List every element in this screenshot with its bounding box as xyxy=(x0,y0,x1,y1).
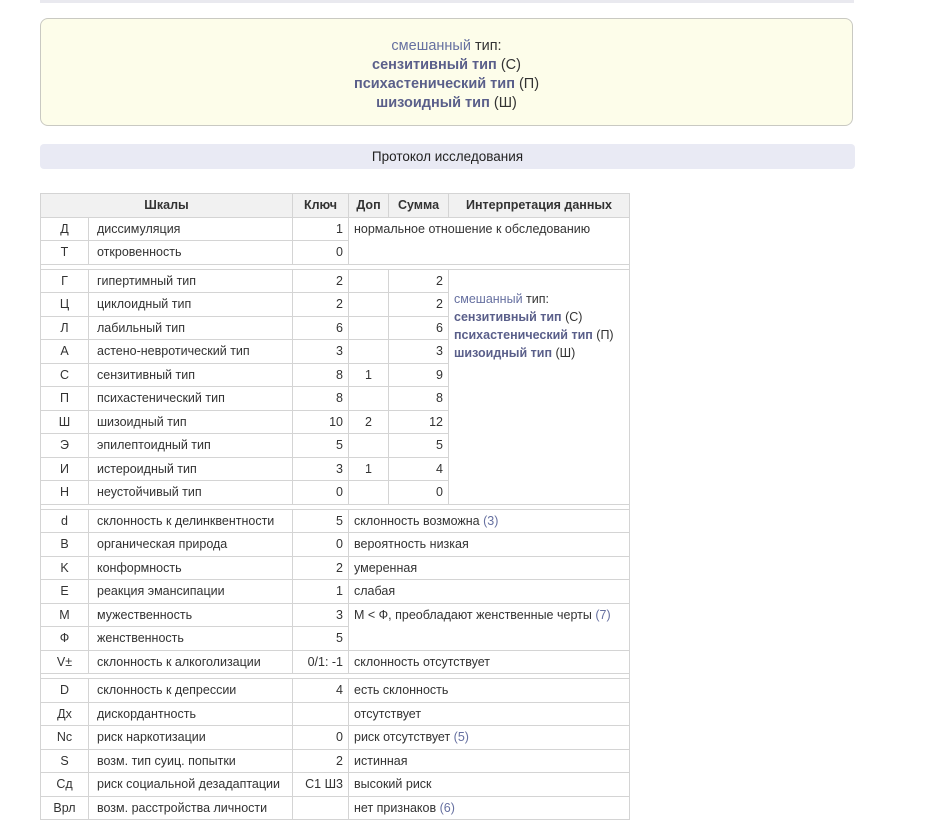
key-value: 5 xyxy=(293,627,349,651)
interpretation xyxy=(349,773,630,797)
scale-name: мужественность xyxy=(89,603,293,627)
sum-value: 2 xyxy=(389,293,449,317)
key-value xyxy=(293,796,349,820)
scale-name: циклоидный тип xyxy=(89,293,293,317)
add-value xyxy=(349,481,389,505)
scale-name: склонность к делинквентности xyxy=(89,509,293,533)
key-value: 0 xyxy=(293,726,349,750)
scale-code: Г xyxy=(41,269,89,293)
interpretation: склонность отсутствует xyxy=(349,650,630,674)
interpretation-text: отсутствует xyxy=(354,706,422,721)
interpretation-text: слабая xyxy=(354,584,396,599)
scale-code: Д xyxy=(41,217,89,241)
top-divider xyxy=(40,0,854,3)
scale-code: D xyxy=(41,679,89,703)
scale-name: гипертимный тип xyxy=(89,269,293,293)
table-row xyxy=(41,749,630,773)
interpretation-text: есть склонность xyxy=(354,683,449,698)
key-value: С1 Ш3 xyxy=(293,773,349,797)
interpretation-text: истинная xyxy=(354,753,408,768)
table-row xyxy=(41,702,630,726)
add-value xyxy=(349,340,389,364)
interpretation-text: нет признаков xyxy=(354,800,437,815)
table-row xyxy=(41,533,630,557)
scale-code: Т xyxy=(41,241,89,265)
key-value: 0/1: -1 xyxy=(293,650,349,674)
sum-value: 6 xyxy=(389,316,449,340)
type-code: (С) xyxy=(561,309,583,324)
scale-name: женственность xyxy=(89,627,293,651)
scale-code: Ц xyxy=(41,293,89,317)
table-row xyxy=(41,603,630,627)
key-value: 4 xyxy=(293,679,349,703)
interpretation-text: M < Ф, преобладают женственные черты xyxy=(354,607,592,622)
add-value xyxy=(349,269,389,293)
interpretation: нормальное отношение к обследованию xyxy=(349,217,630,264)
add-value xyxy=(349,434,389,458)
scale-code: И xyxy=(41,457,89,481)
interpretation xyxy=(349,509,630,533)
mixed-type-link[interactable]: смешанный xyxy=(454,291,523,306)
scale-code: Э xyxy=(41,434,89,458)
key-value: 8 xyxy=(293,387,349,411)
scale-code: Сд xyxy=(41,773,89,797)
table-row xyxy=(41,556,630,580)
scale-name: диссимуляция xyxy=(89,217,293,241)
header-add: Доп xyxy=(349,194,389,218)
sum-value: 5 xyxy=(389,434,449,458)
sum-value: 4 xyxy=(389,457,449,481)
key-value: 0 xyxy=(293,533,349,557)
scale-name: неустойчивый тип xyxy=(89,481,293,505)
interpretation-text: умеренная xyxy=(354,560,418,575)
mixed-type-suffix: тип: xyxy=(470,38,502,54)
interpretation xyxy=(349,603,630,650)
scale-code: Ш xyxy=(41,410,89,434)
scale-name: сензитивный тип xyxy=(89,363,293,387)
key-value: 5 xyxy=(293,434,349,458)
scale-code: Врл xyxy=(41,796,89,820)
scale-code: Л xyxy=(41,316,89,340)
scale-name: откровенность xyxy=(89,241,293,265)
type-name[interactable]: сензитивный тип xyxy=(454,309,562,324)
scale-code: А xyxy=(41,340,89,364)
key-value: 8 xyxy=(293,363,349,387)
key-value: 0 xyxy=(293,481,349,505)
interpretation xyxy=(349,702,630,726)
scale-code: E xyxy=(41,580,89,604)
key-value: 2 xyxy=(293,749,349,773)
note-ref[interactable]: (3) xyxy=(483,513,499,528)
type-interpretation xyxy=(449,269,630,504)
table-row xyxy=(41,796,630,820)
table-row xyxy=(41,580,630,604)
type-name[interactable]: шизоидный тип xyxy=(454,345,552,360)
scale-name: шизоидный тип xyxy=(89,410,293,434)
key-value xyxy=(293,702,349,726)
scale-name: риск наркотизации xyxy=(89,726,293,750)
scale-code: B xyxy=(41,533,89,557)
add-value xyxy=(349,387,389,411)
type-name[interactable]: психастенический тип xyxy=(454,327,593,342)
interpretation xyxy=(349,679,630,703)
key-value: 1 xyxy=(293,580,349,604)
scale-name: истероидный тип xyxy=(89,457,293,481)
summary-type-name[interactable]: психастенический тип xyxy=(353,76,515,92)
mixed-type-suffix: тип: xyxy=(522,291,549,306)
interpretation-text: риск отсутствует xyxy=(354,730,451,745)
table-row xyxy=(41,650,630,674)
key-value: 5 xyxy=(293,509,349,533)
summary-type-name[interactable]: сензитивный тип xyxy=(372,57,497,73)
interpretation xyxy=(349,726,630,750)
scale-code: d xyxy=(41,509,89,533)
scale-name: риск социальной дезадаптации xyxy=(89,773,293,797)
result-summary-box xyxy=(40,18,853,126)
add-value xyxy=(349,316,389,340)
type-code: (П) xyxy=(592,327,614,342)
protocol-title: Протокол исследования xyxy=(40,144,855,169)
interpretation xyxy=(349,796,630,820)
table-row xyxy=(41,726,630,750)
sum-value: 2 xyxy=(389,269,449,293)
scale-name: возм. тип суиц. попытки xyxy=(89,749,293,773)
scale-code: С xyxy=(41,363,89,387)
key-value: 2 xyxy=(293,269,349,293)
header-key: Ключ xyxy=(293,194,349,218)
header-sum: Сумма xyxy=(389,194,449,218)
table-row xyxy=(41,509,630,533)
summary-type-code: (Ш) xyxy=(489,95,517,111)
key-value: 2 xyxy=(293,556,349,580)
interpretation-text: высокий риск xyxy=(354,777,432,792)
summary-type-code: (С) xyxy=(496,57,521,73)
scale-name: реакция эмансипации xyxy=(89,580,293,604)
scale-code: Nc xyxy=(41,726,89,750)
key-value: 2 xyxy=(293,293,349,317)
scale-name: психастенический тип xyxy=(89,387,293,411)
key-value: 3 xyxy=(293,340,349,364)
sum-value: 9 xyxy=(389,363,449,387)
table-row xyxy=(41,773,630,797)
table-row xyxy=(41,217,630,241)
scale-name: лабильный тип xyxy=(89,316,293,340)
scale-code: Дх xyxy=(41,702,89,726)
summary-type-code: (П) xyxy=(514,76,540,92)
header-interpretation: Интерпретация данных xyxy=(449,194,630,218)
scale-name: склонность к алкоголизации xyxy=(89,650,293,674)
key-value: 1 xyxy=(293,217,349,241)
note-ref[interactable]: (6) xyxy=(439,800,455,815)
scale-code: M xyxy=(41,603,89,627)
scale-name: дискордантность xyxy=(89,702,293,726)
table-header-row xyxy=(41,194,630,218)
interpretation-text: склонность возможна xyxy=(354,513,480,528)
table-row xyxy=(41,269,630,293)
sum-value: 0 xyxy=(389,481,449,505)
scale-code: Н xyxy=(41,481,89,505)
key-value: 6 xyxy=(293,316,349,340)
key-value: 10 xyxy=(293,410,349,434)
mixed-type-link[interactable]: смешанный xyxy=(391,38,471,54)
header-scales: Шкалы xyxy=(41,194,293,218)
key-value: 3 xyxy=(293,457,349,481)
scale-code: S xyxy=(41,749,89,773)
protocol-table xyxy=(40,193,630,820)
interpretation xyxy=(349,580,630,604)
note-ref[interactable]: (5) xyxy=(453,730,469,745)
summary-type-name[interactable]: шизоидный тип xyxy=(376,95,490,111)
scale-name: склонность к депрессии xyxy=(89,679,293,703)
scale-name: органическая природа xyxy=(89,533,293,557)
add-value: 1 xyxy=(349,363,389,387)
interpretation xyxy=(349,556,630,580)
scale-name: возм. расстройства личности xyxy=(89,796,293,820)
note-ref[interactable]: (7) xyxy=(595,607,611,622)
scale-code: V± xyxy=(41,650,89,674)
table-row xyxy=(41,679,630,703)
add-value: 2 xyxy=(349,410,389,434)
sum-value: 8 xyxy=(389,387,449,411)
add-value xyxy=(349,293,389,317)
sum-value: 3 xyxy=(389,340,449,364)
interpretation xyxy=(349,533,630,557)
sum-value: 12 xyxy=(389,410,449,434)
interpretation xyxy=(349,749,630,773)
interpretation-text: вероятность низкая xyxy=(354,537,469,552)
scale-name: конформность xyxy=(89,556,293,580)
scale-name: астено-невротический тип xyxy=(89,340,293,364)
type-code: (Ш) xyxy=(552,345,576,360)
scale-name: эпилептоидный тип xyxy=(89,434,293,458)
scale-code: Ф xyxy=(41,627,89,651)
key-value: 3 xyxy=(293,603,349,627)
add-value: 1 xyxy=(349,457,389,481)
key-value: 0 xyxy=(293,241,349,265)
scale-code: K xyxy=(41,556,89,580)
scale-code: П xyxy=(41,387,89,411)
